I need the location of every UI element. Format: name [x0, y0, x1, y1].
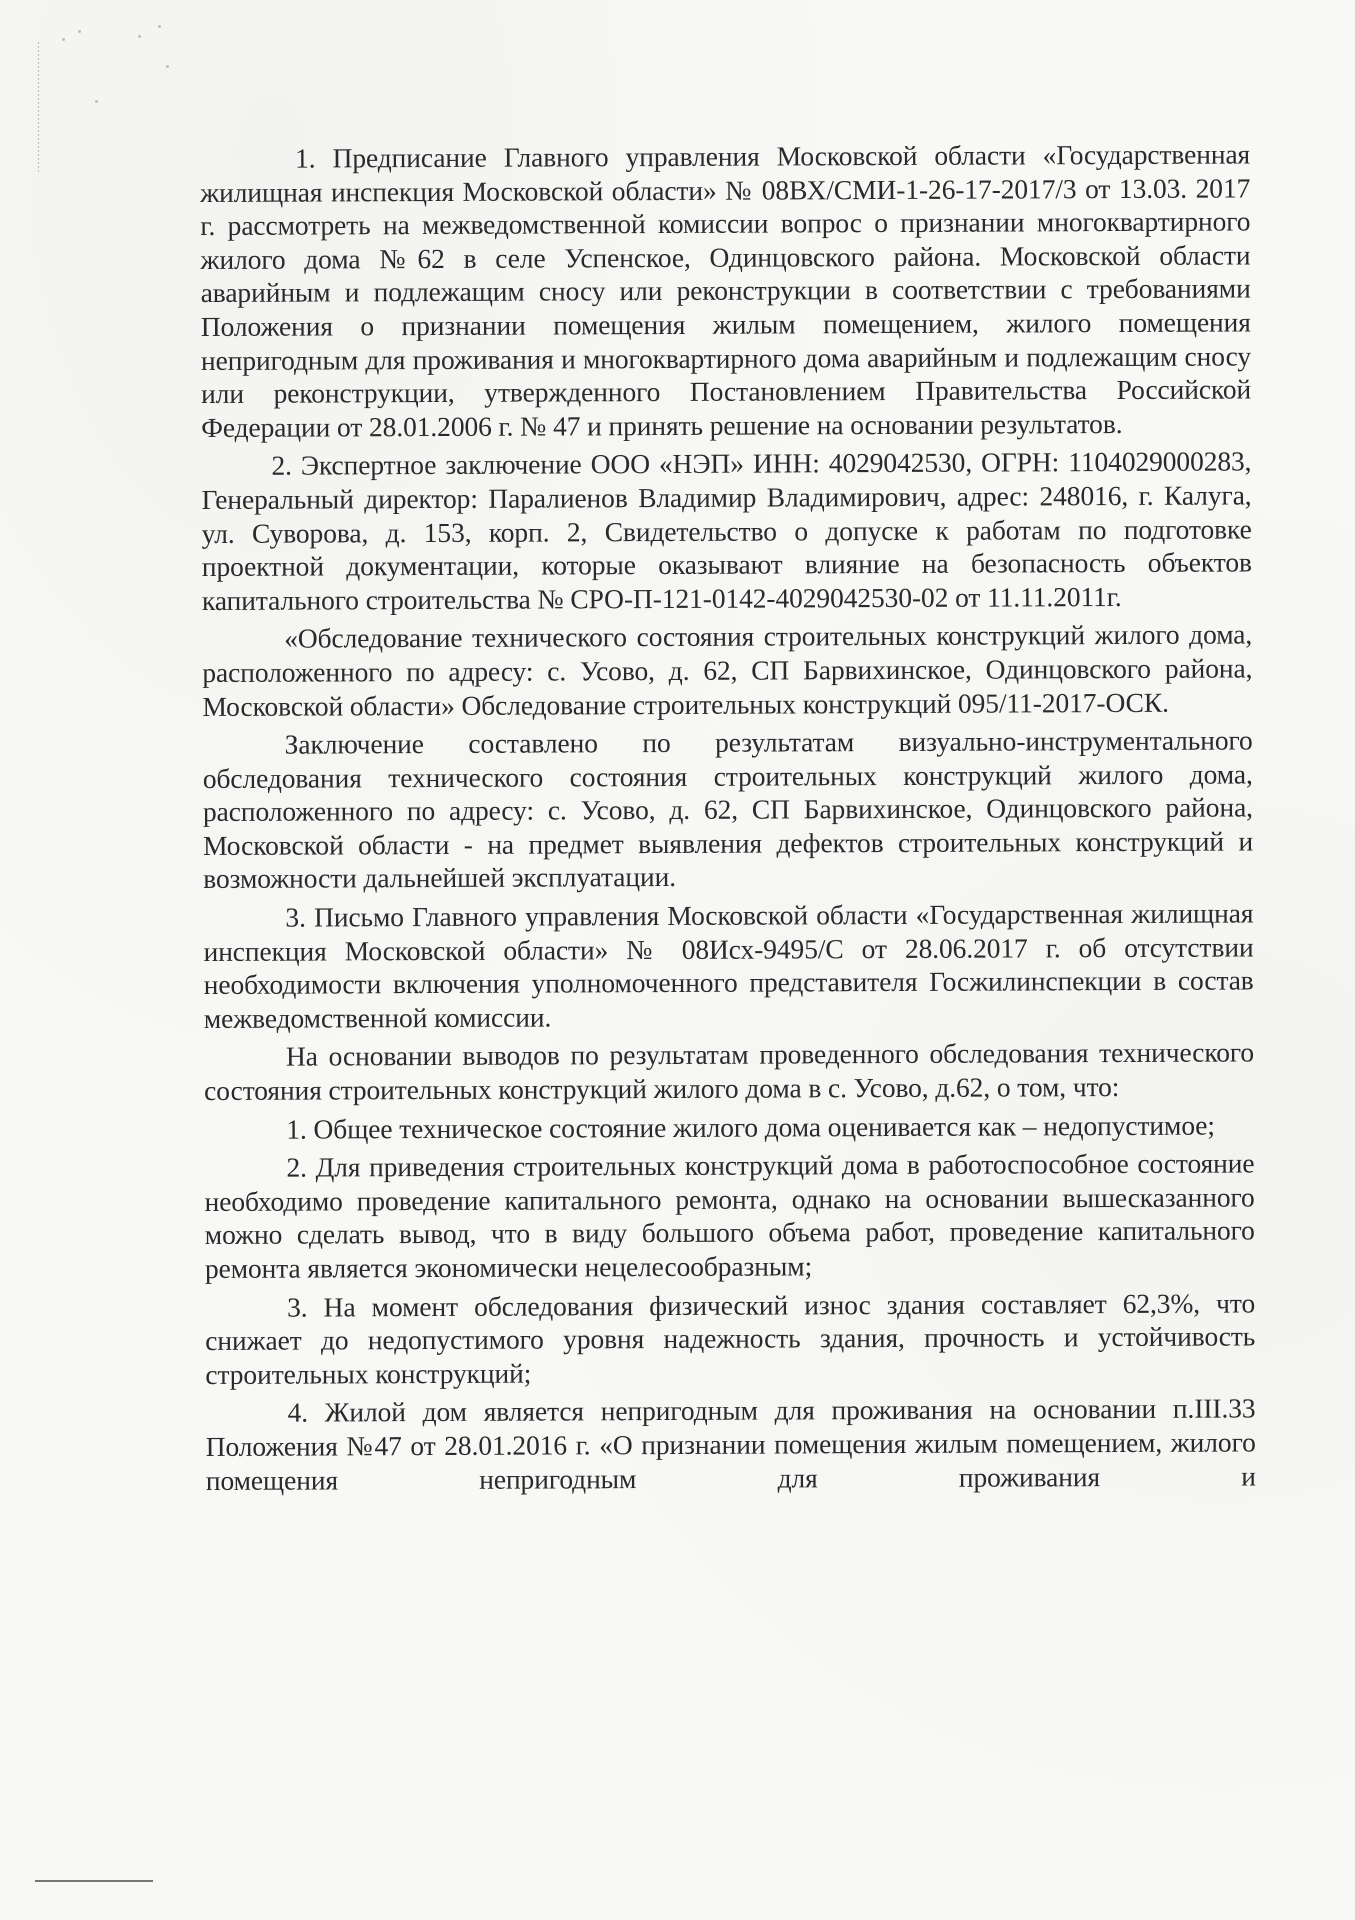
scan-speck — [78, 30, 81, 33]
paragraph-item-1-prescription: 1. Предписание Главного управления Московской области «Государственная жилищная инспекция Московской области» № 08ВХ/СМИ-1-26-17-2017/3 от 13.03. 2017 г. рассмотреть на межведомственной комиссии вопрос о признании многоквартирного жилого дома №62 в селе Успенское, Одинцовского района. Московской области аварийным и подлежащим сносу или реконструкции в соответствии с требованиями Положения о признании помещения жилым помещением, жилого помещения непригодным для проживания и многоквартирного дома аварийным и подлежащим сносу или реконструкции, утвержденного Постановлением Правительства Российской Федерации от 28.01.2006 г. № 47 и принять решение на основании результатов. — [200, 138, 1252, 443]
scan-speck — [62, 38, 65, 41]
paragraph-survey-title: «Обследование технического состояния строительных конструкций жилого дома, расположенного по адресу: с. Усово, д. 62, СП Барвихинское, Одинцовского района, Московской области» Обследование строительных конструкций 095/11-2017-ОСК. — [202, 618, 1253, 722]
scan-speck — [166, 65, 169, 68]
paragraph-item-2-expert-conclusion: 2. Экспертное заключение ООО «НЭП» ИНН: 4029042530, ОГРН: 1104029000283, Генеральный директор: Паралиенов Владимир Владимирович, адрес: 248016, г. Калуга, ул. Суворова, д. 153, корп. 2, Свидетельство о допуске к работам по подготовке проектной документации, которые оказывают влияние на безопасность объектов капитального строительства № СРО-П-121-0142-4029042530-02 от 11.11.2011г. — [201, 445, 1252, 616]
scan-artifact-bottom-line — [35, 1880, 153, 1882]
paragraph-conclusion-basis: Заключение составлено по результатам визуально-инструментального обследования технического состояния строительных конструкций жилого дома, расположенного по адресу: с. Усово, д. 62, СП Барвихинское, Одинцовского района, Московской области - на предмет выявления дефектов строительных конструкций и возможности дальнейшей эксплуатации. — [202, 724, 1254, 895]
scan-artifact-dotted-line — [38, 42, 39, 172]
paragraph-finding-1: 1. Общее техническое состояние жилого дома оценивается как – недопустимое; — [286, 1109, 1215, 1145]
document-body — [200, 137, 1256, 1497]
scan-speck — [138, 35, 141, 38]
paragraph-finding-3: 3. На момент обследования физический износ здания составляет 62,3%, что снижает до недопустимого уровня надежность здания, прочность и устойчивость строительных конструкций; — [205, 1287, 1256, 1390]
scan-speck — [95, 100, 98, 103]
paragraph-finding-2: 2. Для приведения строительных конструкций дома в работоспособное состояние необходимо проведение капитального ремонта, однако на основании вышесказанного можно сделать вывод, что в виду большого объема работ, проведение капитального ремонта является экономически нецелесообразным; — [204, 1147, 1255, 1284]
paragraph-item-3-letter: 3. Письмо Главного управления Московской области «Государственная жилищная инспекция Московской области» № 08Исх-9495/С от 28.06.2017 г. об отсутствии необходимости включения уполномоченного представителя Госжилинспекции в состав межведомственной комиссии. — [203, 897, 1254, 1034]
paragraph-finding-4: 4. Жилой дом является непригодным для проживания на основании п.III.33 Положения №47 от 28.01.2016 г. «О признании помещения жилым помещением, жилого помещения непригодным для проживания и — [205, 1392, 1256, 1496]
paragraph-findings-intro: На основании выводов по результатам проведенного обследования технического состояния строительных конструкций жилого дома в с. Усово, д.62, о том, что: — [204, 1036, 1255, 1107]
scan-speck — [158, 25, 161, 28]
